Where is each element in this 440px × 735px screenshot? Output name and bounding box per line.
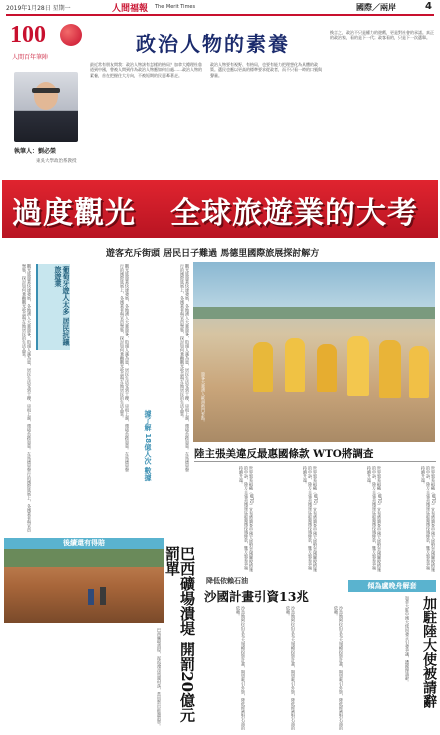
feature-title: 政治人物的素養 — [136, 32, 290, 56]
wto-body-4: 世界貿易組織（WTO）宣布將調查中國大陸對美國關稅措施的申訴，陸方主張美國違反最惠國待遇條款，雙方貿易爭端持續升溫。 — [421, 466, 436, 572]
tourism-banner — [2, 180, 438, 238]
tourism-side-box — [36, 264, 70, 350]
author-label: 執筆人：劉必榮 — [14, 148, 57, 155]
globe-icon — [60, 24, 82, 46]
canada-box-label — [348, 580, 436, 592]
stat-note: 據了解 18億人次 數據 — [144, 410, 152, 481]
wto-rule — [194, 461, 436, 462]
saudi-headline: 沙國計畫引資13兆 — [204, 589, 309, 604]
anniversary-subtitle: 人間百年筆陣 — [12, 54, 49, 61]
brazil-photo-label — [4, 538, 164, 549]
saudi-body-3: 沙烏地阿拉伯宣布大規模投資計畫，期望吸引外資，降低經濟對石油的依賴。 — [334, 606, 344, 730]
header — [0, 0, 440, 14]
banner-headline-2: 全球旅遊業的大考 — [170, 196, 418, 231]
canada-headline: 加駐陸大使被請辭 — [421, 596, 437, 708]
paper-name: 人間福報 — [112, 4, 149, 14]
saudi-kicker: 降低依賴石油 — [206, 577, 248, 585]
brazil-headline: 巴西礦場潰堤 開罰20億元罰單 — [163, 546, 196, 723]
wto-body-3: 世界貿易組織（WTO）宣布將調查中國大陸對美國關稅措施的申訴，陸方主張美國違反最惠國待遇條款，雙方貿易爭端持續升溫。 — [367, 466, 382, 572]
page-number: 4 — [425, 1, 432, 12]
tourism-left-column: 觀光旅遊業快速發展，各地湧入大量遊客，街頭人滿為患，居民生活受到干擾，房租上漲，環境負擔加重。在馬德里舉行的國際旅展上，各國業者與官員聚集，探討如何兼顧觀光收益與在地居民的生活品質。 — [22, 264, 32, 532]
feature-body-b: 政治人物要有視野、有格局，也要有能力把理想化為具體的政策。選民也應以更高的標準要求從政者，而不只看一時的口號與聲量。 — [210, 62, 322, 78]
brazil-caption: 巴西礦場潰堤，泥流淹沒周邊村落，當局祭出鉅額罰單。 — [157, 628, 162, 728]
wto-body-1: 世界貿易組織（WTO）宣布將調查中國大陸對美國關稅措施的申訴，陸方主張美國違反最惠國待遇條款，雙方貿易爭端持續升溫。 — [239, 466, 254, 572]
banner-subheadline: 遊客充斥街頭 居民日子難過 馬德里國際旅展探討解方 — [106, 249, 320, 259]
tourism-column-3: 觀光旅遊業快速發展，各地湧入大量遊客，街頭人滿為患，居民生活受到干擾，房租上漲，環境負擔加重。在馬德里舉行的國際旅展上，各國業者與官員聚集，探討如何兼顧觀光收益與在地居民的生活品質。 — [180, 264, 190, 472]
tourism-photo-caption: 遊客大量湧入歐洲熱門景點。 — [201, 372, 206, 424]
saudi-body-2: 沙烏地阿拉伯宣布大規模投資計畫，期望吸引外資，降低經濟對石油的依賴。 — [286, 606, 296, 730]
anniversary-number: 100 — [10, 22, 46, 48]
wto-body-2: 世界貿易組織（WTO）宣布將調查中國大陸對美國關稅措施的申訴，陸方主張美國違反最惠國待遇條款，雙方貿易爭端持續升溫。 — [303, 466, 318, 572]
brazil-photo-label-text: 後續還有得賠 — [63, 539, 105, 547]
canada-box-label-text: 傾為盧晚舟解套 — [367, 582, 417, 590]
feature-body-a: 最近常有朋友問我：政治人物該有怎樣的格局？加拿大總理杜魯道到中國，曾被人問到作為政治人物應如何自處……政治人物的素養，首在把握住大方向，不被短期的民意牽著走。 — [90, 62, 202, 78]
paper-en: The Merit Times — [155, 4, 196, 10]
section-label: 國際／兩岸 — [356, 3, 396, 12]
author-title: 東吳大學政治系教授 — [36, 159, 77, 164]
saudi-body-1: 沙烏地阿拉伯宣布大規模投資計畫，期望吸引外資，降低經濟對石油的依賴。 — [236, 606, 246, 730]
wto-headline: 陸主張美違反最惠國條款 WTO將調查 — [194, 448, 374, 460]
tourism-photo — [193, 262, 435, 442]
author-photo — [14, 72, 78, 142]
date: 2019年1月28日 星期一 — [6, 5, 71, 12]
tourism-side-box-text: 葡萄牙遊人太多 居民抗議 旅遊業 — [54, 266, 70, 346]
tourism-column-2: 觀光旅遊業快速發展，各地湧入大量遊客，街頭人滿為患，居民生活受到干擾，房租上漲，環境負擔加重。在馬德里舉行的國際旅展上，各國業者與官員聚集，探討如何兼顧觀光收益與在地居民的生活品質。 — [120, 264, 130, 472]
brazil-photo — [4, 549, 164, 623]
header-rule — [6, 14, 434, 16]
feature-body-c: 換言之，政治不只是權力的遊戲，更是對社會的承諾。真正的政治家，看的是下一代；政客看的，只是下一次選舉。 — [330, 30, 434, 41]
banner-headline-1: 過度觀光 — [12, 196, 136, 231]
canada-body: 加拿大駐中國大使因發言引發爭議，遭總理請辭。 — [405, 596, 410, 684]
